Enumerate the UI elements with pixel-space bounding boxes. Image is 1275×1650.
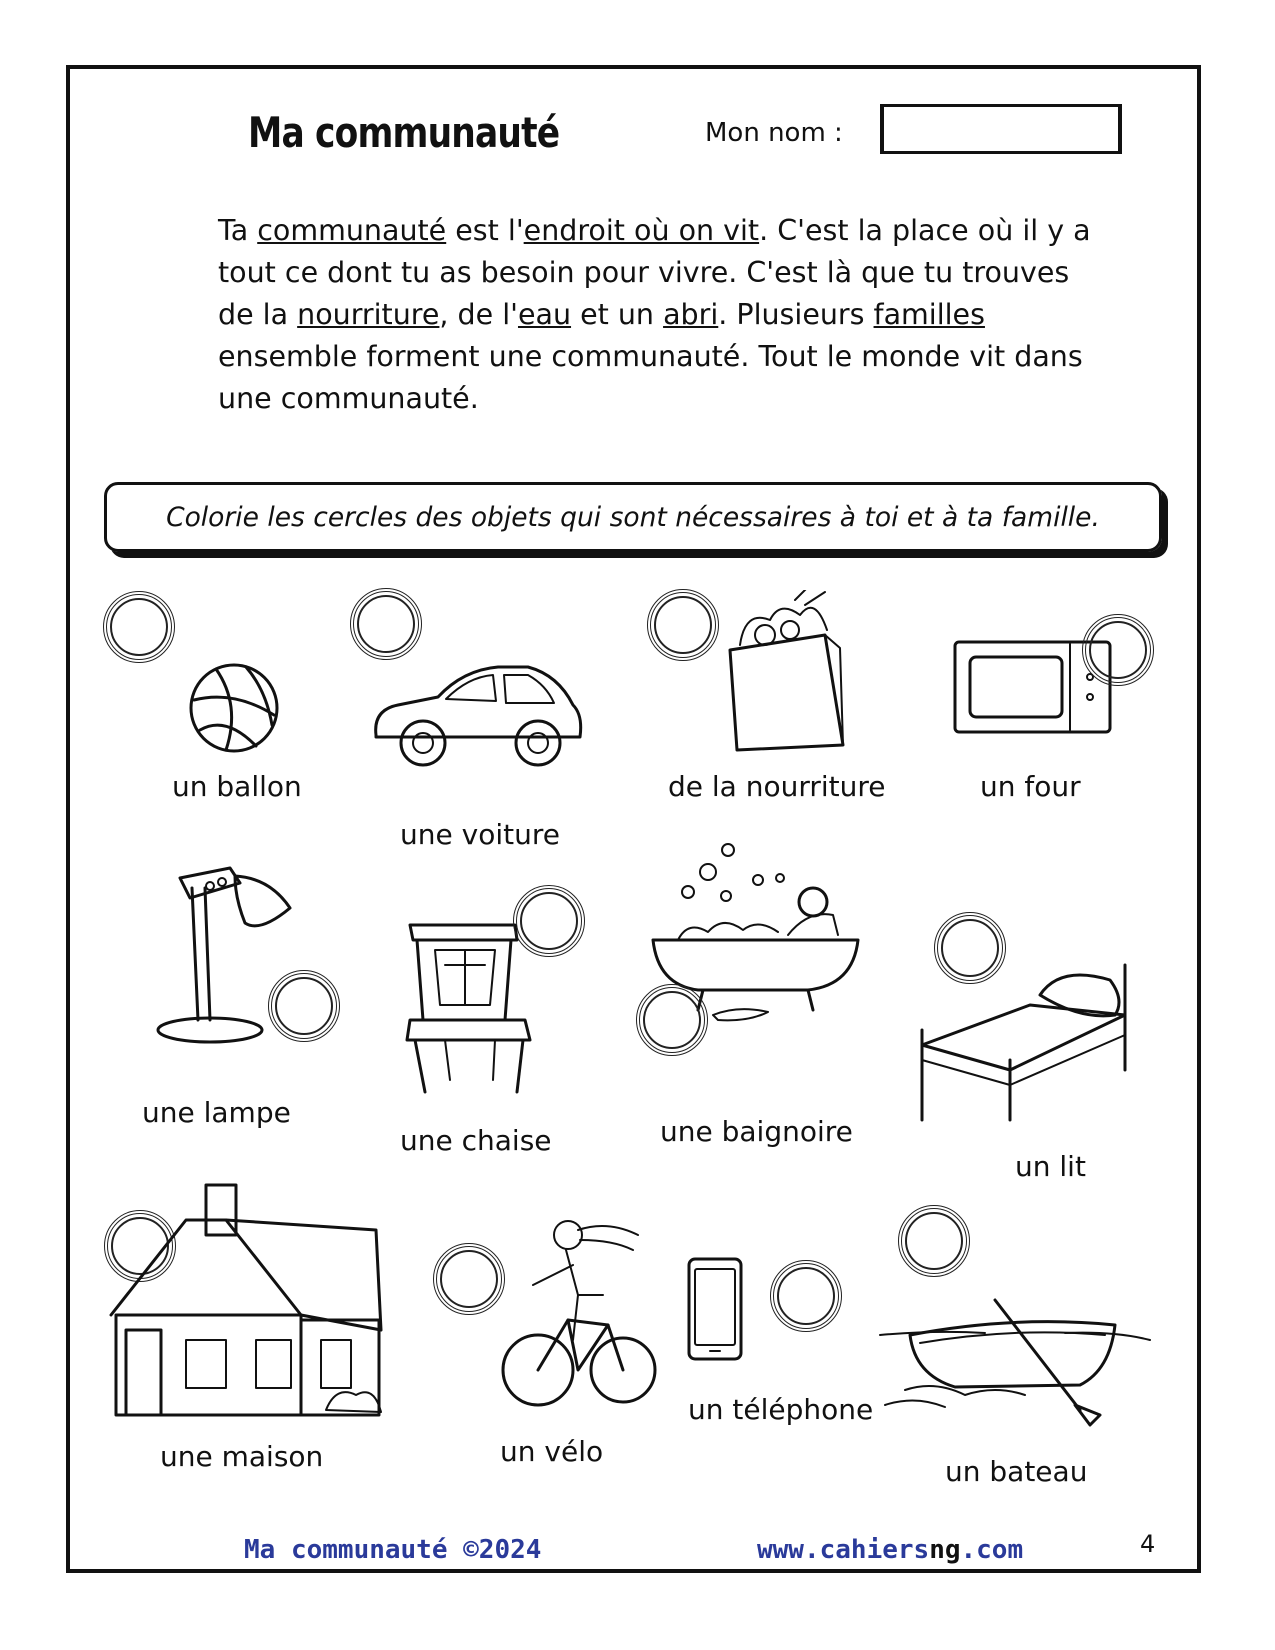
- color-circle-nourriture[interactable]: [647, 589, 719, 661]
- bicycle-icon: [498, 1210, 658, 1410]
- page-title: Ma communauté: [248, 108, 560, 157]
- label-bateau: un bateau: [945, 1455, 1088, 1488]
- color-circle-velo[interactable]: [433, 1243, 505, 1315]
- color-circle-voiture[interactable]: [350, 588, 422, 660]
- ball-icon: [186, 660, 282, 756]
- color-circle-four[interactable]: [1082, 614, 1154, 686]
- house-icon: [106, 1180, 388, 1420]
- car-icon: [368, 655, 588, 775]
- chair-icon: [405, 920, 535, 1095]
- color-circle-telephone[interactable]: [770, 1260, 842, 1332]
- color-circle-baignoire[interactable]: [636, 984, 708, 1056]
- boat-icon: [875, 1295, 1155, 1435]
- instruction-box: [104, 482, 1162, 552]
- label-voiture: une voiture: [400, 818, 560, 851]
- name-label: Mon nom :: [705, 118, 843, 148]
- instruction-text: Colorie les cercles des objets qui sont nécessaires à toi et à ta famille.: [166, 501, 1100, 533]
- footer-url[interactable]: www.cahiersng.com: [757, 1535, 1024, 1565]
- label-telephone: un téléphone: [688, 1393, 874, 1426]
- label-chaise: une chaise: [400, 1124, 552, 1157]
- label-maison: une maison: [160, 1440, 324, 1473]
- phone-icon: [685, 1255, 745, 1365]
- name-input-box[interactable]: [880, 104, 1122, 154]
- label-velo: un vélo: [500, 1435, 604, 1468]
- intro-paragraph: Ta communauté est l'endroit où on vit. C'est la place où il y a tout ce dont tu as besoin pour vivre. C'est là que tu trouves de la nourriture, de l'eau et un abri. Plusieurs familles ensemble forment une communauté. Tout le monde vit dans une communauté.: [218, 214, 1091, 415]
- page-number: 4: [1140, 1530, 1156, 1558]
- label-ballon: un ballon: [172, 770, 302, 803]
- label-lit: un lit: [1015, 1150, 1086, 1183]
- color-circle-lampe[interactable]: [268, 970, 340, 1042]
- label-baignoire: une baignoire: [660, 1115, 853, 1148]
- grocery-bag-icon: [715, 590, 855, 755]
- label-lampe: une lampe: [142, 1096, 291, 1129]
- label-nourriture: de la nourriture: [668, 770, 886, 803]
- bed-icon: [910, 945, 1150, 1130]
- footer-title: Ma communauté ©2024: [244, 1535, 542, 1565]
- color-circle-chaise[interactable]: [513, 885, 585, 957]
- color-circle-ballon[interactable]: [103, 591, 175, 663]
- label-four: un four: [980, 770, 1081, 803]
- color-circle-bateau[interactable]: [898, 1205, 970, 1277]
